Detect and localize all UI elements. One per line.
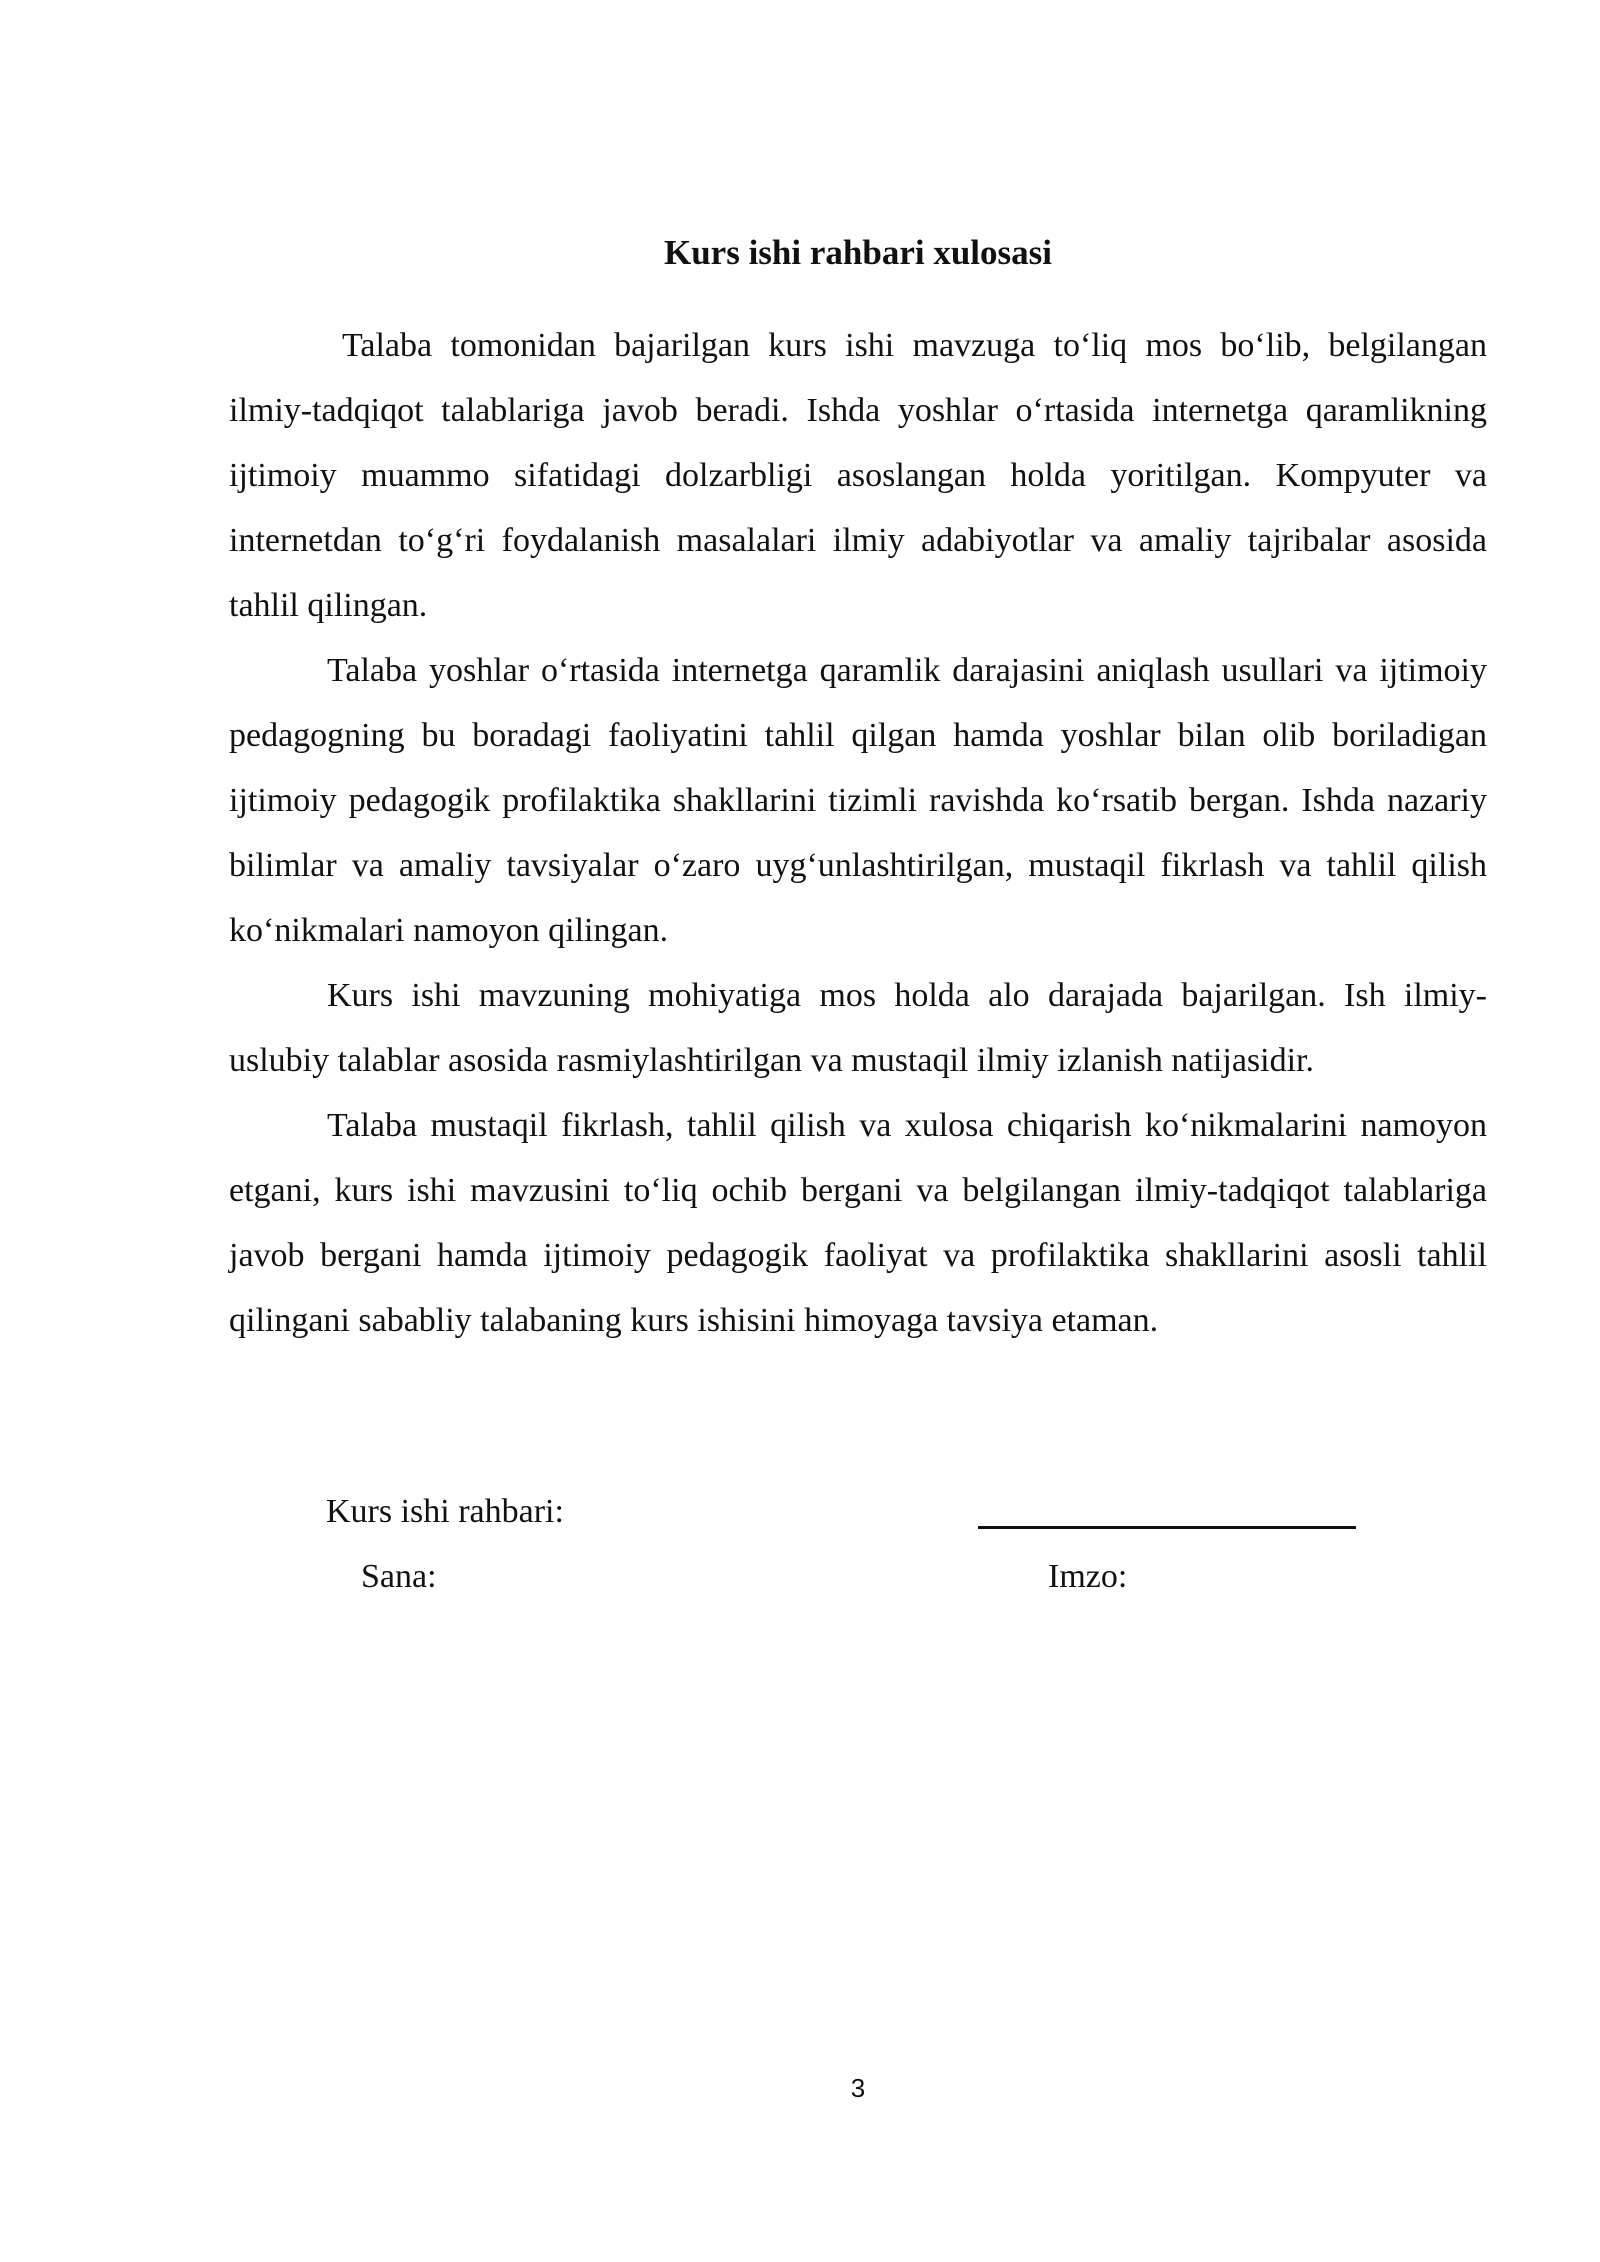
paragraph-4: Talaba mustaqil fikrlash, tahlil qilish va xulosa chiqarish ko‘nikmalarini namoyon etgani, kurs ishi mavzusini to‘liq ochib bergani va belgilangan ilmiy-tadqiqot talablariga javob bergani hamda ijtimoiy pedagogik faoliyat va profilaktika shakllarini asosli tahlil qilingani sababliy talabaning kurs ishisini himoyaga tavsiya etaman.: [229, 1107, 1487, 1339]
signature-line: [978, 1526, 1356, 1529]
paragraph-3: Kurs ishi mavzuning mohiyatiga mos holda alo darajada bajarilgan. Ish ilmiy-uslubiy talablar asosida rasmiylashtirilgan va mustaqil ilmiy izlanish natijasidir.: [229, 977, 1487, 1079]
supervisor-label: Kurs ishi rahbari:: [326, 1493, 564, 1530]
body-text: [229, 313, 1487, 1353]
signature-label: Imzo:: [1048, 1558, 1128, 1595]
paragraph-2: Talaba yoshlar o‘rtasida internetga qaramlik darajasini aniqlash usullari va ijtimoiy pedagogning bu boradagi faoliyatini tahlil qilgan hamda yoshlar bilan olib boriladigan ijtimoiy pedagogik profilaktika shakllarini tizimli ravishda ko‘rsatib bergan. Ishda nazariy bilimlar va amaliy tavsiyalar o‘zaro uyg‘unlashtirilgan, mustaqil fikrlash va tahlil qilish ko‘nikmalari namoyon qilingan.: [229, 652, 1487, 949]
date-label: Sana:: [361, 1558, 437, 1595]
page-title: Kurs ishi rahbari xulosasi: [663, 233, 1052, 272]
page-number: 3: [850, 2073, 866, 2103]
paragraph-1: Talaba tomonidan bajarilgan kurs ishi mavzuga to‘liq mos bo‘lib, belgilangan ilmiy-tadqiqot talablariga javob beradi. Ishda yoshlar o‘rtasida internetga qaramlikning ijtimoiy muammo sifatidagi dolzarbligi asoslangan holda yoritilgan. Kompyuter va internetdan to‘g‘ri foydalanish masalalari ilmiy adabiyotlar va amaliy tajribalar asosida tahlil qilingan.: [229, 327, 1487, 624]
